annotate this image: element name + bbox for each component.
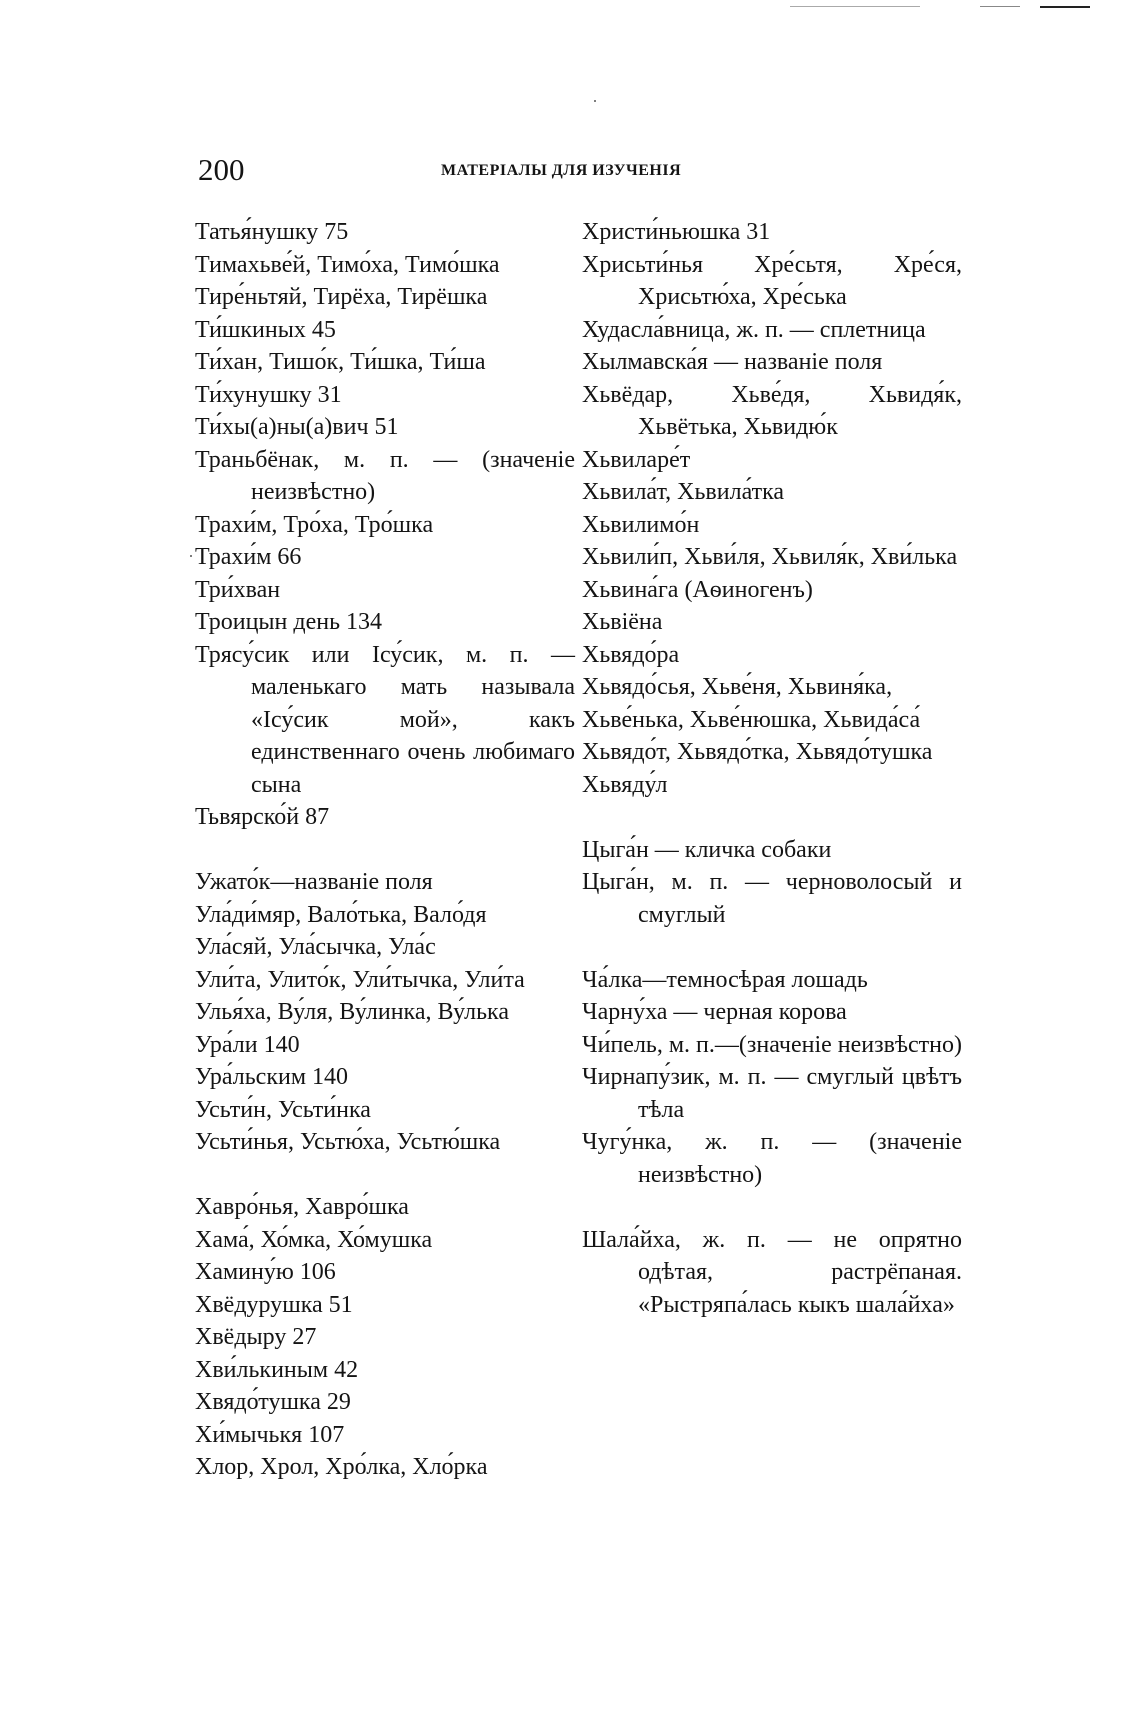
dictionary-entry: Цыга́н — кличка собаки [582,836,832,863]
scan-speck [594,100,596,102]
dictionary-entry: Хвядо́тушка 29 [195,1389,351,1415]
dictionary-entry: Хьвёдар, Хьве́дя, Хьвидя́к, Хьвётька, Хьвидю́к [582,381,962,440]
section-gap [195,834,575,867]
dictionary-entry: Хрисьти́нья Хре́сьтя, Хре́ся, Хрисьтю́ха, Хре́ська [582,251,962,310]
dictionary-entry: Хьве́нька, Хьве́нюшка, Хьвида́са́ [582,706,921,733]
dictionary-entry: Хви́лькиным 42 [195,1356,359,1383]
dictionary-entry: Чарну́ха — черная корова [582,999,847,1025]
dictionary-entry: Чугу́нка, ж. п. — (значеніе неизвѣстно) [582,1129,962,1188]
dictionary-entry: Хама́, Хо́мка, Хо́мушка [195,1226,433,1253]
dictionary-entry: Трахи́м, Тро́ха, Тро́шка [195,511,434,538]
dictionary-entry: Траньбёнак, м. п. — (значеніе неизвѣстно) [195,446,575,505]
dictionary-entry: Ти́шкиных 45 [195,316,336,343]
dictionary-entry: Усьти́н, Усьти́нка [195,1096,371,1123]
dictionary-entry: Тире́ньтяй, Тирёха, Тирёшка [195,284,488,310]
dictionary-entry: Хавро́нья, Хавро́шка [195,1194,409,1220]
running-title: МАТЕРІАЛЫ ДЛЯ ИЗУЧЕНІЯ [441,162,682,179]
scan-edge-line [1040,6,1090,8]
dictionary-entry: Худасла́вница, ж. п. — сплетница [582,316,926,343]
page-header [198,152,958,192]
dictionary-entry: Цыга́н, м. п. — черноволосый и смуглый [582,869,962,928]
dictionary-entry: Ула́сяй, Ула́сычка, Ула́с [195,934,436,960]
dictionary-entry: Татья́нушку 75 [195,219,349,245]
dictionary-entry: Ура́ли 140 [195,1031,300,1058]
dictionary-entry: Хьвяду́л [582,771,668,798]
dictionary-entry: Хьвила́т, Хьвила́тка [582,479,785,505]
dictionary-entry: Хьвина́га (Аѳиногенъ) [582,576,813,603]
dictionary-entry: Тьвярско́й 87 [195,804,330,830]
dictionary-entry: Христи́ньюшка 31 [582,219,771,245]
scan-speck [190,555,192,557]
dictionary-entry: Ти́хы(а)ны(а)вич 51 [195,414,399,440]
page-number: 200 [198,152,245,187]
dictionary-entry: Ули́та, Улито́к, Ули́тычка, Ули́та [195,966,525,993]
dictionary-entry: Три́хван [195,576,281,603]
dictionary-entry: Хьвіёна [582,609,663,635]
right-column [582,216,962,1321]
dictionary-entry: Трахи́м 66 [195,544,302,570]
dictionary-entry: Ти́хунушку 31 [195,381,342,408]
dictionary-entry: Хьвиларе́т [582,446,691,473]
dictionary-entry: Чирнапу́зик, м. п. — смуглый цвѣтъ тѣла [582,1064,962,1123]
scan-edge-line [980,6,1020,7]
dictionary-entry: Хлор, Хрол, Хро́лка, Хло́рка [195,1454,488,1480]
dictionary-entry: Улья́ха, Ву́ля, Ву́линка, Ву́лька [195,999,509,1025]
dictionary-entry: Ти́хан, Тишо́к, Ти́шка, Ти́ша [195,349,486,375]
section-gap [582,801,962,834]
scan-edge-line [790,6,920,7]
dictionary-entry: Хвёдыру 27 [195,1324,317,1350]
dictionary-entry: Трясу́сик или Ісу́сик, м. п. — маленькаго мать называла «Ісу́сик мой», какъ единственнаго очень любимаго сына [195,641,575,798]
dictionary-entry: Хи́мычькя 107 [195,1421,345,1448]
dictionary-entry: Хьвили́п, Хьви́ля, Хьвиля́к, Хви́лька [582,544,958,570]
dictionary-entry: Хьвядо́сья, Хьве́ня, Хьвиня́ка, [582,674,893,700]
dictionary-entry: Тимахьве́й, Тимо́ха, Тимо́шка [195,251,500,278]
dictionary-entry: Хвёдурушка 51 [195,1291,353,1318]
dictionary-entry: Хьвядо́ра [582,641,680,668]
section-gap [582,931,962,964]
dictionary-entry: Хамину́ю 106 [195,1259,336,1285]
left-column [195,216,575,1484]
dictionary-entry: Ура́льским 140 [195,1064,349,1090]
dictionary-entry: Шала́йха, ж. п. — не опрятно одѣтая, растрёпаная. «Рыстряпа́лась кыкъ шала́йха» [582,1226,962,1318]
dictionary-entry: Хылмавска́я — названіе поля [582,349,883,375]
dictionary-entry: Ужато́к—названіе поля [195,869,433,895]
dictionary-entry: Хьвядо́т, Хьвядо́тка, Хьвядо́тушка [582,739,933,765]
section-gap [195,1159,575,1192]
dictionary-entry: Ула́ди́мяр, Вало́тька, Вало́дя [195,901,487,928]
dictionary-entry: Усьти́нья, Усьтю́ха, Усьтю́шка [195,1129,501,1155]
dictionary-entry: Чи́пель, м. п.—(значеніе неизвѣстно) [582,1031,962,1058]
dictionary-entry: Троицын день 134 [195,609,383,635]
dictionary-entry: Ча́лка—темносѣрая лошадь [582,966,868,993]
section-gap [582,1191,962,1224]
dictionary-entry: Хьвилимо́н [582,511,700,538]
